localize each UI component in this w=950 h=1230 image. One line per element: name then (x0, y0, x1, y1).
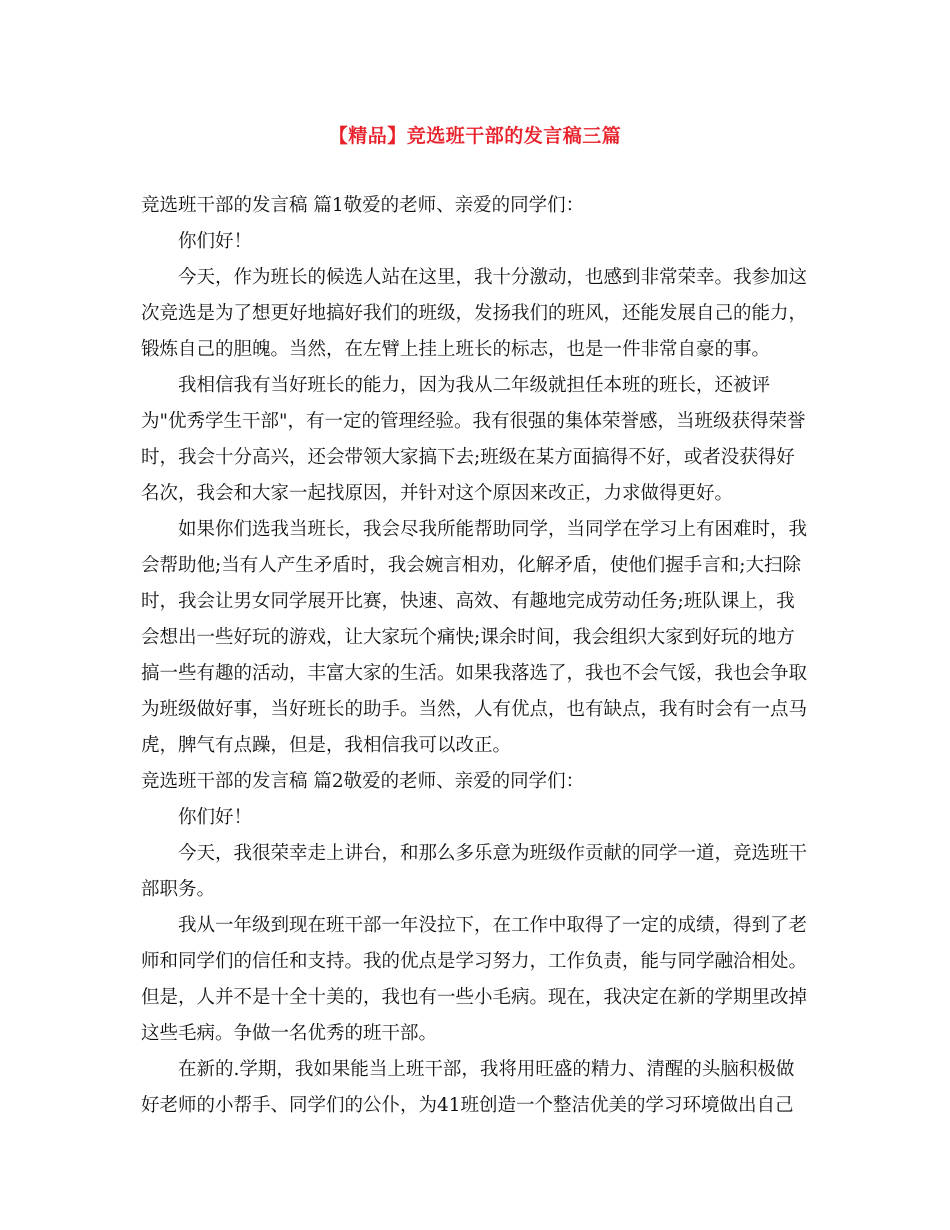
paragraph-line: 今天，我很荣幸走上讲台，和那么多乐意为班级作贡献的同学一道，竞选班干 (178, 843, 808, 864)
paragraph-line: 我相信我有当好班长的能力，因为我从二年级就担任本班的班长，还被评 (178, 375, 771, 396)
paragraph-line: 锻炼自己的胆魄。当然，在左臂上挂上班长的标志，也是一件非常自豪的事。 (141, 339, 771, 360)
paragraph-line: 虎，脾气有点躁，但是，我相信我可以改正。 (141, 735, 512, 756)
paragraph-line: 在新的.学期，我如果能当上班干部，我将用旺盛的精力、清醒的头脑积极做 (178, 1059, 795, 1080)
paragraph-line: 如果你们选我当班长，我会尽我所能帮助同学，当同学在学习上有困难时，我 (178, 519, 808, 540)
greeting-line: 你们好！ (178, 231, 253, 252)
paragraph-line: 我从一年级到现在班干部一年没拉下，在工作中取得了一定的成绩，得到了老 (178, 915, 808, 936)
paragraph-line: 时，我会十分高兴，还会带领大家搞下去;班级在某方面搞得不好，或者没获得好 (141, 447, 795, 468)
paragraph-line: 今天，作为班长的候选人站在这里，我十分激动，也感到非常荣幸。我参加这 (178, 267, 808, 288)
paragraph-line: 但是，人并不是十全十美的，我也有一些小毛病。现在，我决定在新的学期里改掉 (141, 987, 808, 1008)
paragraph-line: 时，我会让男女同学展开比赛，快速、高效、有趣地完成劳动任务;班队课上，我 (141, 591, 795, 612)
paragraph-line: 会想出一些好玩的游戏，让大家玩个痛快;课余时间，我会组织大家到好玩的地方 (141, 627, 795, 648)
paragraph-line: 搞一些有趣的活动，丰富大家的生活。如果我落选了，我也不会气馁，我也会争取 (141, 663, 808, 684)
paragraph-line: 名次，我会和大家一起找原因，并针对这个原因来改正，力求做得更好。 (141, 483, 734, 504)
greeting-line: 你们好！ (178, 807, 253, 828)
paragraph-line: 好老师的小帮手、同学们的公仆，为41班创造一个整洁优美的学习环境做出自己 (141, 1095, 794, 1116)
paragraph-line: 为"优秀学生干部"，有一定的管理经验。我有很强的集体荣誉感，当班级获得荣誉 (141, 411, 806, 432)
paragraph-line: 会帮助他;当有人产生矛盾时，我会婉言相劝，化解矛盾，使他们握手言和;大扫除 (141, 555, 801, 576)
paragraph-line: 部职务。 (141, 879, 216, 900)
paragraph-line: 这些毛病。争做一名优秀的班干部。 (141, 1023, 438, 1044)
section-heading: 竞选班干部的发言稿 篇2敬爱的老师、亲爱的同学们： (141, 771, 585, 792)
paragraph-line: 为班级做好事，当好班长的助手。当然，人有优点，也有缺点，我有时会有一点马 (141, 699, 808, 720)
section-heading: 竞选班干部的发言稿 篇1敬爱的老师、亲爱的同学们： (141, 195, 585, 216)
paragraph-line: 次竞选是为了想更好地搞好我们的班级，发扬我们的班风，还能发展自己的能力， (141, 303, 808, 324)
document-body (141, 188, 813, 1124)
document-title: 【精品】竞选班干部的发言稿三篇 (328, 125, 622, 147)
paragraph-line: 师和同学们的信任和支持。我的优点是学习努力，工作负责，能与同学融洽相处。 (141, 951, 808, 972)
